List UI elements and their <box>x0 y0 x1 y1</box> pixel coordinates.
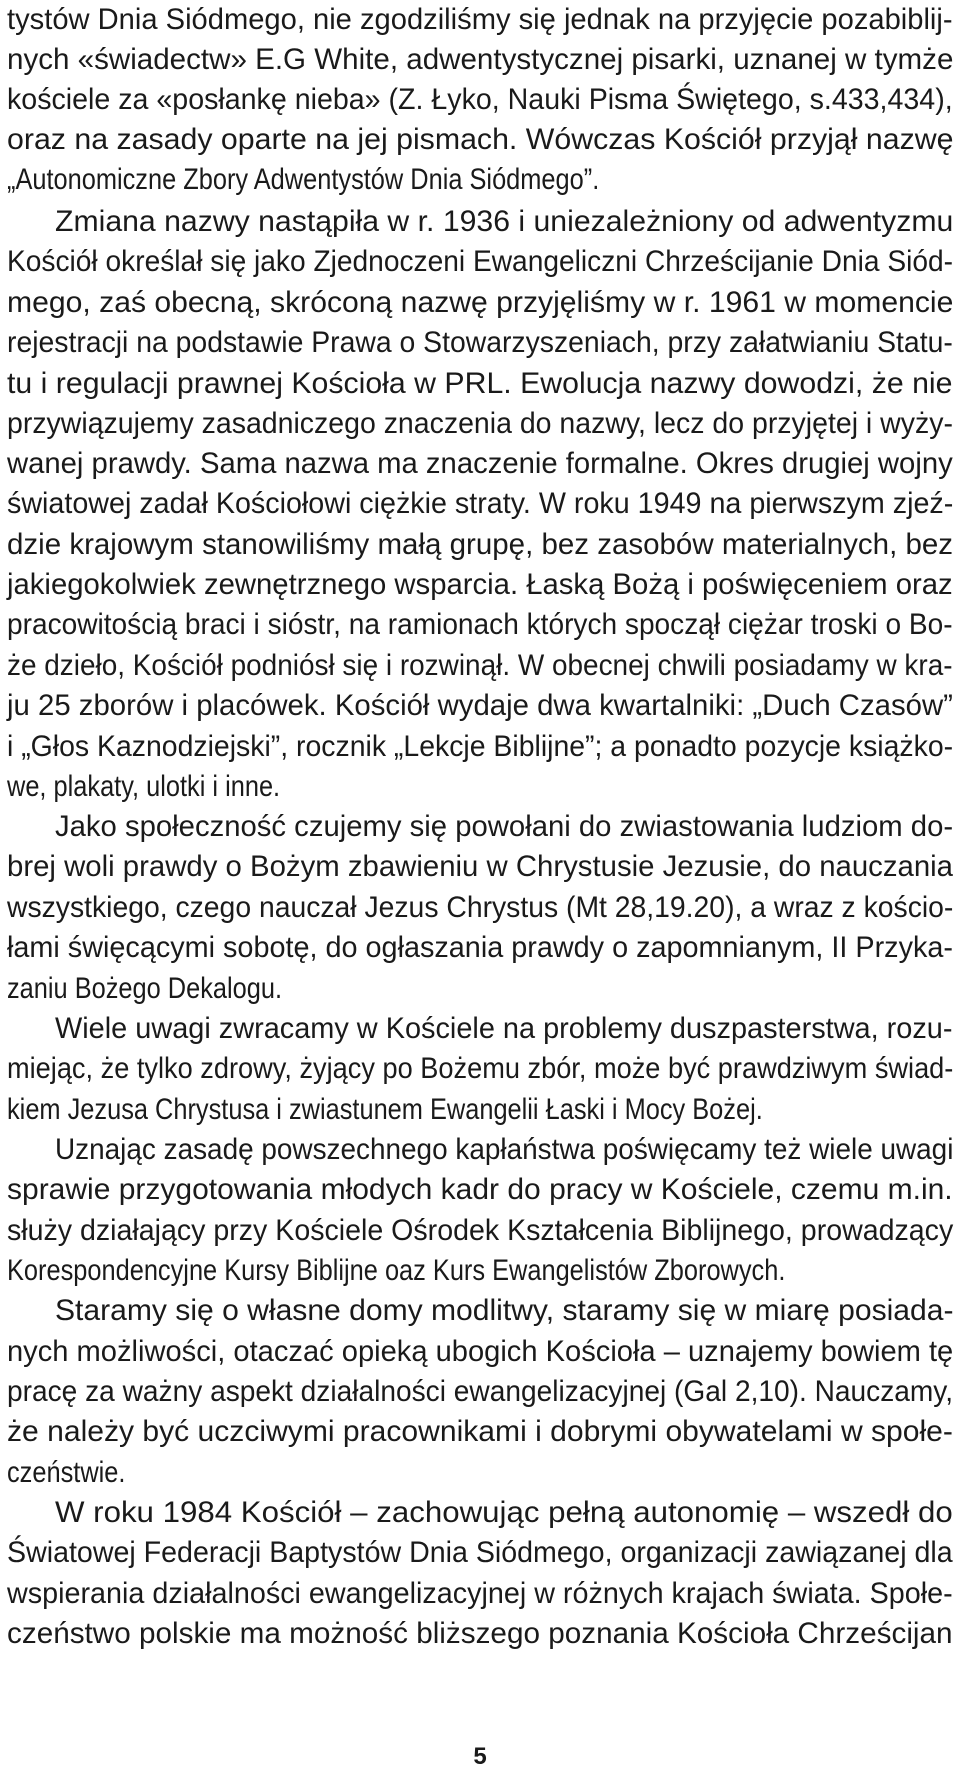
text-line: czeństwie. <box>7 1456 126 1489</box>
text-line: pracę za ważny aspekt działalności ewangelizacyjnej (Gal 2,10). Nauczamy, <box>7 1375 954 1408</box>
text-line: że należy być uczciwymi pracownikami i dobrymi obywatelami w społe- <box>7 1415 953 1448</box>
text-line: służy działający przy Kościele Ośrodek Kształcenia Biblijnego, prowadzący <box>7 1214 954 1247</box>
text-line: Staramy się o własne domy modlitwy, staramy się w miarę posiada- <box>55 1294 954 1327</box>
text-line: kiem Jezusa Chrystusa i zwiastunem Ewangelii Łaski i Mocy Bożej. <box>7 1093 763 1126</box>
text-line: kościele za «posłankę nieba» (Z. Łyko, Nauki Pisma Świętego, s.433,434), <box>7 83 953 116</box>
text-line: sprawie przygotowania młodych kadr do pracy w Kościele, czemu m.in. <box>7 1173 953 1206</box>
text-line: brej woli prawdy o Bożym zbawieniu w Chrystusie Jezusie, do nauczania <box>7 850 954 883</box>
text-line: dzie krajowym stanowiliśmy małą grupę, bez zasobów materialnych, bez <box>7 528 954 561</box>
text-line: światowej zadał Kościołowi ciężkie straty. W roku 1949 na pierwszym zjeź- <box>7 487 954 520</box>
text-line: łami święcącymi sobotę, do ogłaszania prawdy o zapomnianym, II Przyka- <box>7 931 953 964</box>
text-line: że dzieło, Kościół podniósł się i rozwinął. W obecnej chwili posiadamy w kra- <box>7 649 953 682</box>
text-line: i „Głos Kaznodziejski”, rocznik „Lekcje Biblijne”; a ponadto pozycje książko- <box>7 730 954 763</box>
text-line: jakiegokolwiek zewnętrznego wsparcia. Łaską Bożą i poświęceniem oraz <box>7 568 953 601</box>
text-line: przywiązujemy zasadniczego znaczenia do nazwy, lecz do przyjętej i wyży- <box>7 407 953 440</box>
text-line: pracowitością braci i sióstr, na ramionach których spoczął ciężar troski o Bo- <box>7 608 953 641</box>
text-line: czeństwo polskie ma możność bliższego poznania Kościoła Chrześcijan <box>7 1617 953 1650</box>
page-number: 5 <box>473 1743 487 1770</box>
text-line: Zmiana nazwy nastąpiła w r. 1936 i uniezależniony od adwentyzmu <box>55 205 954 238</box>
text-line: rejestracji na podstawie Prawa o Stowarzyszeniach, przy załatwianiu Statu- <box>7 326 953 359</box>
text-line: mego, zaś obecną, skróconą nazwę przyjęliśmy w r. 1961 w momencie <box>7 286 954 319</box>
text-line: ju 25 zborów i placówek. Kościół wydaje dwa kwartalniki: „Duch Czasów” <box>7 689 953 722</box>
text-line: Jako społeczność czujemy się powołani do zwiastowania ludziom do- <box>55 810 954 843</box>
text-line: wspierania działalności ewangelizacyjnej w różnych krajach świata. Społe- <box>7 1577 953 1610</box>
text-line: Światowej Federacji Baptystów Dnia Siódmego, organizacji zawiązanej dla <box>7 1536 953 1569</box>
text-line: nych «świadectw» E.G White, adwentystycznej pisarki, uznanej w tymże <box>7 43 954 76</box>
text-line: „Autonomiczne Zbory Adwentystów Dnia Siódmego”. <box>7 163 600 196</box>
text-line: Kościół określał się jako Zjednoczeni Ewangeliczni Chrześcijanie Dnia Siód- <box>7 245 953 278</box>
text-line: W roku 1984 Kościół – zachowując pełną autonomię – wszedł do <box>55 1496 953 1529</box>
text-line: wszystkiego, czego nauczał Jezus Chrystus (Mt 28,19.20), a wraz z kościo- <box>7 891 954 924</box>
text-line: Korespondencyjne Kursy Biblijne oaz Kurs Ewangelistów Zborowych. <box>7 1254 786 1287</box>
text-line: Uznając zasadę powszechnego kapłaństwa poświęcamy też wiele uwagi <box>55 1133 954 1166</box>
text-line: miejąc, że tylko zdrowy, żyjący po Bożemu zbór, może być prawdziwym świad- <box>7 1052 954 1085</box>
text-line: wanej prawdy. Sama nazwa ma znaczenie formalne. Okres drugiej wojny <box>7 447 953 480</box>
text-line: tystów Dnia Siódmego, nie zgodziliśmy się jednak na przyjęcie pozabiblij- <box>7 3 953 36</box>
text-line: tu i regulacji prawnej Kościoła w PRL. Ewolucja nazwy dowodzi, że nie <box>7 367 953 400</box>
text-line: we, plakaty, ulotki i inne. <box>7 770 281 803</box>
text-line: oraz na zasady oparte na jej pismach. Wówczas Kościół przyjął nazwę <box>7 123 954 156</box>
text-line: Wiele uwagi zwracamy w Kościele na problemy duszpasterstwa, rozu- <box>55 1012 953 1045</box>
text-line: nych możliwości, otaczać opieką ubogich Kościoła – uznajemy bowiem tę <box>7 1335 954 1368</box>
text-line: zaniu Bożego Dekalogu. <box>7 972 283 1005</box>
